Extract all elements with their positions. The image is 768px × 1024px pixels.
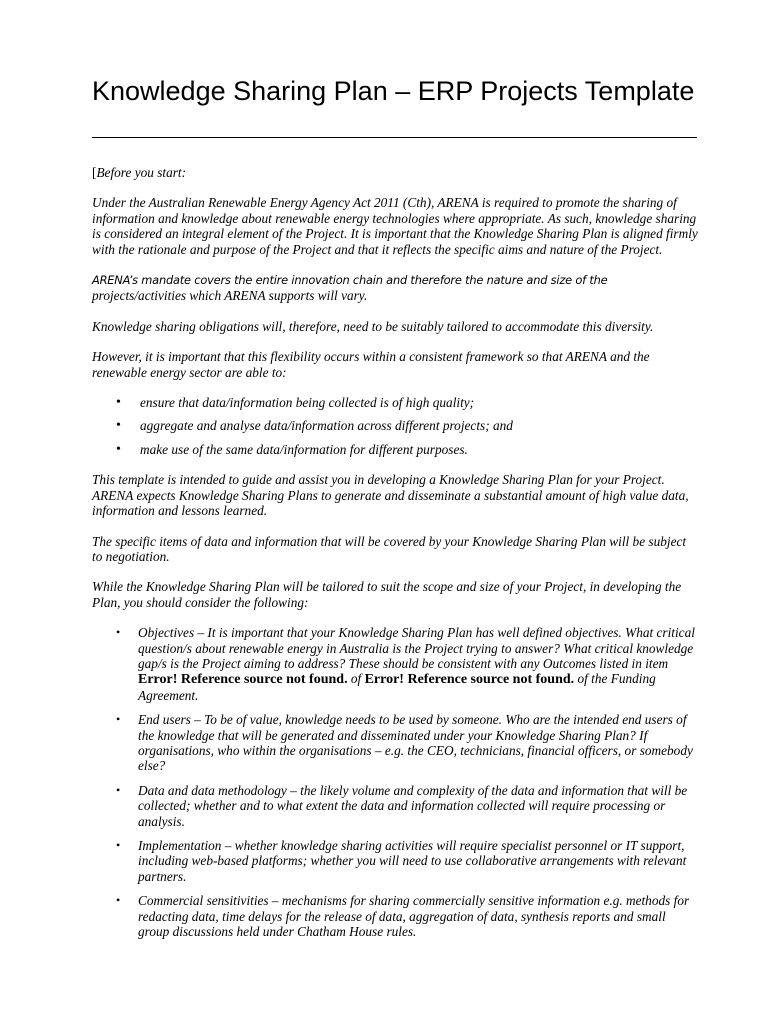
list-item-implementation — [92, 838, 698, 884]
implementation-text: Implementation – whether knowledge sharing activities will require specialist personnel or IT support, including web-based platforms; whether you will need to use collaborative arrangements with relevant partners. — [138, 838, 687, 884]
paragraph-template: This template is intended to guide and assist you in developing a Knowledge Sharing Plan for your Project. ARENA expects Knowledge Sharing Plans to generate and disseminate a substantial amount of high value data, information and lessons learned. — [92, 472, 689, 519]
paragraph-obligations: Knowledge sharing obligations will, therefore, need to be suitably tailored to accommodate this diversity. — [92, 318, 654, 334]
bullet-icon: • — [116, 418, 121, 434]
document-title: Knowledge Sharing Plan – ERP Projects Template — [92, 76, 695, 106]
bullet-icon: • — [116, 395, 121, 411]
paragraph-act: Under the Australian Renewable Energy Agency Act 2011 (Cth), ARENA is required to promote the sharing of information and knowledge about renewable energy technologies where appropriate. As such, knowledge sharing is considered an integral element of the Project. It is important that the Knowledge Sharing Plan is aligned firmly with the rationale and purpose of the Project and that it reflects the specific aims and nature of the Project. — [92, 195, 698, 257]
paragraph-mandate — [92, 272, 698, 304]
of-text: of — [347, 671, 365, 687]
list-item-text: aggregate and analyse data/information across different projects; and — [140, 418, 513, 434]
bullet-icon: • — [116, 782, 121, 797]
open-bracket: [ — [92, 165, 97, 180]
mandate-text-a: ARENA’s mandate covers the entire innovation chain and therefore the nature and size of the — [92, 273, 608, 288]
paragraph-negotiation: The specific items of data and information that will be covered by your Knowledge Sharing Plan will be subject to negotiation. — [92, 533, 687, 564]
list-item-end-users — [92, 712, 698, 774]
paragraph-framework: However, it is important that this flexibility occurs within a consistent framework so that ARENA and the renewable energy sector are able to: — [92, 349, 650, 380]
bullet-icon: • — [116, 625, 121, 640]
end-users-text: End users – To be of value, knowledge needs to be used by someone. Who are the intended end users of the knowledge that will be generated and disseminated under your Knowledge Sharing Plan? If organisations, who within the organisations – e.g. the CEO, technicians, financial officers, or somebody else? — [138, 712, 693, 774]
bullet-icon: • — [116, 893, 121, 908]
objectives-text: Objectives – It is important that your Knowledge Sharing Plan has well defined objectives. What critical question/s about renewable energy in Australia is the Project trying to answer? What critical knowledge gap/s is the Project aiming to address? These should be consistent with any Outcomes listed in item — [138, 625, 695, 671]
framework-list — [92, 395, 698, 457]
error-reference-2: Error! Reference source not found. — [364, 672, 575, 688]
bullet-icon: • — [116, 712, 121, 727]
funding-agreement-text: of the Funding Agreement. — [138, 671, 656, 703]
intro-line — [92, 165, 698, 180]
data-methodology-text: Data and data methodology – the likely volume and complexity of the data and information that will be collected; whether and to what extent the data and information collected will require processing or analysis. — [138, 782, 688, 829]
list-item-data-methodology — [92, 783, 698, 829]
commercial-text: Commercial sensitivities – mechanisms for sharing commercially sensitive information e.g. methods for redacting data, time delays for the release of data, aggregation of data, synthesis reports and small group discussions held under Chatham House rules. — [138, 893, 690, 940]
before-you-start: Before you start: — [96, 165, 187, 180]
list-item-text: ensure that data/information being collected is of high quality; — [140, 395, 475, 411]
list-item — [92, 395, 698, 410]
document-body — [92, 165, 698, 948]
list-item — [92, 418, 698, 433]
list-item-objectives — [92, 625, 698, 703]
error-reference-1: Error! Reference source not found. — [138, 672, 348, 688]
list-item — [92, 442, 698, 457]
bullet-icon: • — [116, 441, 121, 457]
list-item-text: make use of the same data/information for different purposes. — [140, 441, 468, 457]
considerations-list — [92, 625, 698, 939]
list-item-commercial — [92, 893, 698, 939]
title-underline — [92, 137, 697, 138]
paragraph-consider: While the Knowledge Sharing Plan will be tailored to suit the scope and size of your Project, in developing the Plan, you should consider the following: — [92, 579, 682, 610]
bullet-icon: • — [116, 838, 121, 852]
mandate-text-b: projects/activities which ARENA supports will vary. — [92, 288, 368, 304]
